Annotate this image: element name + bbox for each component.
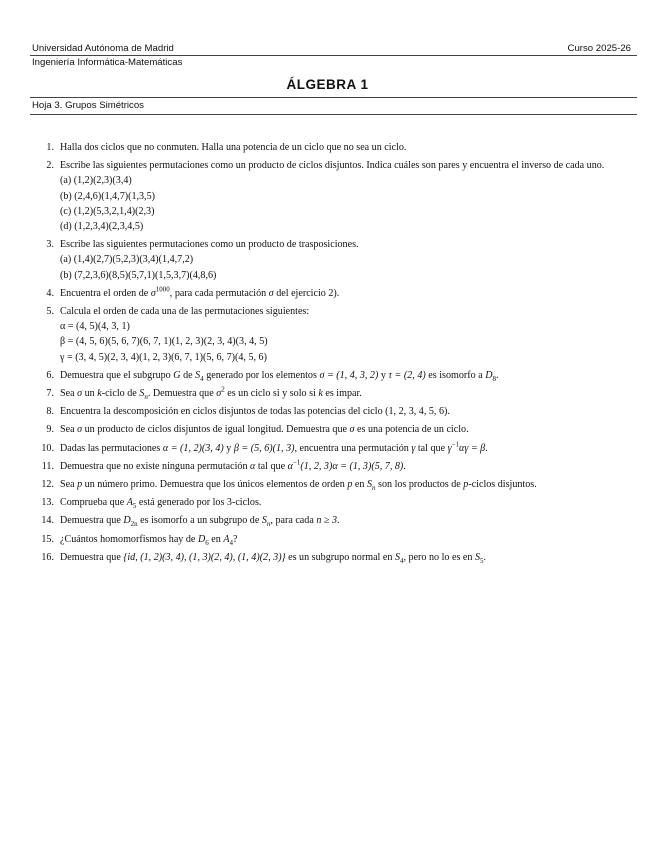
math-symbol: p (77, 479, 83, 491)
math-expression: {id, (1, 2)(3, 4), (1, 3)(2, 4), (1, 4)(2, 3)} (123, 551, 286, 563)
math-symbol: γ (447, 442, 452, 454)
exercise-text-segment: Dadas las permutaciones (60, 442, 163, 454)
exercise-text-segment: es isomorfo a un subgrupo de (137, 515, 262, 527)
exercise-text-segment: ? (232, 533, 238, 545)
exercise-item (32, 237, 612, 283)
exercise-text-segment: . (483, 551, 487, 563)
math-superscript: 1000 (155, 285, 170, 294)
exercise-text-segment: . (403, 460, 406, 472)
exercise-text-segment: , pero no lo es en (403, 551, 475, 563)
math-superscript: −1 (292, 458, 301, 467)
math-subscript: 5 (132, 502, 137, 511)
exercise-item (32, 286, 612, 301)
math-subscript: 6 (205, 538, 209, 547)
exercise-part: (b) (7,2,3,6)(8,5)(5,7,1)(1,5,3,7)(4,8,6) (60, 269, 217, 281)
math-symbol: k (97, 388, 102, 400)
exercise-part: (c) (1,2)(5,3,2,1,4)(2,3) (60, 205, 155, 217)
exercise-text-segment: . (485, 442, 488, 454)
math-symbol: D (485, 369, 493, 381)
exercise-text-segment: es un ciclo si y solo si (224, 388, 319, 400)
exercise-item (32, 304, 612, 365)
math-expression: σ = (1, 4, 3, 2) (319, 369, 379, 381)
exercise-item (32, 386, 612, 401)
math-symbol: S (474, 551, 481, 563)
math-superscript: 2 (221, 385, 225, 394)
exercise-text-segment: , para cada (270, 515, 317, 527)
exercise-text-segment: , encuentra una permutación (294, 442, 412, 454)
exercise-text-segment: un (82, 388, 98, 400)
exercise-number: 8. (46, 406, 54, 418)
exercise-text-segment: es un subgrupo normal en (285, 551, 395, 563)
exercise-text-segment: . (337, 515, 340, 527)
exercise-text: Halla dos ciclos que no conmuten. Halla una potencia de un ciclo que no sea un ciclo. (60, 142, 407, 153)
exercise-number: 2. (46, 160, 54, 172)
exercise-part: (a) (1,2)(2,3)(3,4) (60, 175, 132, 187)
exercise-number: 9. (46, 424, 54, 436)
math-subscript: 4 (399, 556, 404, 565)
math-subscript: 5 (480, 556, 484, 565)
exercise-number: 16. (41, 551, 54, 563)
exercise-number: 6. (46, 369, 54, 381)
exercise-item (32, 495, 612, 510)
math-subscript: n (266, 520, 271, 529)
exercise-text-segment: Demuestra que (60, 551, 124, 563)
math-expression: β = (5, 6)(1, 3) (233, 442, 295, 454)
document-title: ÁLGEBRA 1 (286, 77, 369, 92)
exercise-text-segment: son los productos de (375, 479, 464, 491)
exercise-number: 1. (46, 142, 54, 153)
math-symbol: p (347, 479, 353, 491)
exercise-text-segment: Demuestra que no existe ninguna permutación (60, 460, 251, 472)
exercise-item (32, 140, 612, 155)
exercise-text-segment: Comprueba que (60, 497, 127, 509)
math-subscript: n (144, 393, 148, 402)
math-subscript: n (372, 484, 376, 493)
exercise-text-segment: y (223, 442, 234, 454)
permutation-definition: β = (4, 5, 6)(5, 6, 7)(6, 7, 1)(1, 2, 3)(2, 3, 4)(3, 4, 5) (60, 336, 268, 348)
exercise-item (32, 532, 612, 547)
math-symbol: α (250, 460, 256, 472)
exercise-text-segment: en (208, 533, 224, 545)
exercise-text-segment: del ejercicio 2). (273, 287, 340, 299)
exercise-text-segment: es impar. (322, 388, 362, 400)
math-symbol: S (366, 479, 373, 491)
header-row (32, 43, 631, 54)
exercise-text-segment: es isomorfo a (425, 369, 486, 381)
exercise-part: (d) (1,2,3,4)(2,3,4,5) (60, 221, 144, 233)
exercise-text-segment: ¿Cuántos homomorfismos hay de (60, 533, 198, 545)
math-expression: α = (1, 2)(3, 4) (162, 442, 224, 454)
math-symbol: S (394, 551, 400, 563)
math-symbol: σ (216, 388, 222, 400)
exercise-number: 13. (41, 497, 54, 509)
exercise-text-segment: . Demuestra que (147, 388, 217, 400)
permutation-definition: γ = (3, 4, 5)(2, 3, 4)(1, 2, 3)(6, 7, 1)(5, 6, 7)(4, 5, 6) (60, 351, 267, 363)
exercise-text-segment: , para cada permutación (169, 287, 269, 299)
exercise-item (32, 513, 612, 528)
math-symbol: S (261, 515, 267, 527)
math-symbol: σ (150, 287, 156, 299)
math-expression: αγ = β (459, 442, 486, 454)
math-subscript: 2n (130, 520, 138, 529)
exercise-text-segment: Demuestra que (60, 515, 124, 527)
exercise-text-segment: Demuestra que el subgrupo (60, 369, 174, 381)
math-symbol: σ (77, 388, 83, 400)
exercise-number: 7. (46, 388, 54, 400)
exercise-text: Escribe las siguientes permutaciones como un producto de ciclos disjuntos. Indica cuáles son pares y encuentra el inverso de cada uno. (60, 160, 605, 172)
sheet-subtitle: Hoja 3. Grupos Simétricos (32, 100, 144, 111)
exercise-text-segment: de (180, 369, 196, 381)
exercise-item (32, 477, 612, 492)
exercise-number: 15. (41, 533, 54, 545)
exercise-text-segment: . (496, 369, 499, 381)
exercise-number: 12. (41, 479, 54, 491)
exercise-part: (b) (2,4,6)(1,4,7)(1,3,5) (60, 190, 156, 202)
exercise-text-segment: y (378, 369, 389, 381)
exercise-item (32, 422, 612, 437)
math-subscript: 8 (492, 374, 496, 383)
exercise-text: Calcula el orden de cada una de las permutaciones siguientes: (60, 306, 310, 318)
exercise-text-segment: un producto de ciclos disjuntos de igual longitud. Demuestra que (82, 424, 350, 436)
exercise-text-segment: es una potencia de un ciclo. (354, 424, 469, 436)
math-expression: (1, 2, 3)α = (1, 3)(5, 7, 8) (300, 460, 404, 472)
exercise-text: Escribe las siguientes permutaciones como un producto de trasposiciones. (60, 239, 359, 251)
exercise-item (32, 550, 612, 565)
header-rule (30, 55, 637, 56)
exercise-text: Encuentra la descomposición en ciclos disjuntos de todas las potencias del ciclo (1, 2, 3, 4, 5, 6). (60, 406, 450, 418)
exercise-text-segment: Sea (60, 479, 78, 491)
math-symbol: A (126, 497, 133, 509)
permutation-definition: α = (4, 5)(4, 3, 1) (60, 321, 130, 333)
exercise-item (32, 404, 612, 419)
exercise-number: 10. (41, 442, 54, 454)
math-symbol: σ (268, 287, 274, 299)
exercise-text-segment: -ciclos disjuntos. (468, 479, 537, 491)
exercise-number: 14. (41, 515, 54, 527)
exercise-text-segment: un número primo. Demuestra que los únicos elementos de orden (82, 479, 348, 491)
university-name: Universidad Autónoma de Madrid (32, 43, 174, 54)
subtitle-rule (30, 114, 637, 115)
math-symbol: G (173, 369, 181, 381)
exercise-item (32, 368, 612, 383)
math-symbol: S (139, 388, 145, 400)
exercise-text-segment: generado por los elementos (203, 369, 320, 381)
math-symbol: D (123, 515, 131, 527)
exercise-number: 5. (46, 306, 54, 318)
math-subscript: 4 (200, 374, 204, 383)
exercise-text-segment: Encuentra el orden de (60, 287, 151, 299)
math-symbol: α (287, 460, 293, 472)
exercise-item (32, 158, 612, 234)
exercise-text-segment: Sea (60, 388, 78, 400)
exercise-number: 3. (46, 239, 54, 251)
math-symbol: p (463, 479, 469, 491)
exercise-text-segment: en (352, 479, 367, 491)
exercise-list (32, 140, 612, 568)
exercise-text-segment: está generado por los 3-ciclos. (136, 497, 262, 509)
math-expression: τ = (2, 4) (388, 369, 426, 381)
math-superscript: −1 (451, 440, 460, 449)
title-rule (30, 97, 637, 98)
degree-name: Ingeniería Informática-Matemáticas (32, 57, 183, 68)
exercise-text-segment: tal que (415, 442, 448, 454)
course-year: Curso 2025-26 (567, 43, 631, 54)
exercise-text-segment: tal que (255, 460, 288, 472)
exercise-item (32, 441, 612, 456)
math-symbol: σ (77, 424, 83, 436)
exercise-number: 4. (46, 287, 54, 299)
math-symbol: γ (411, 442, 416, 454)
exercise-part: (a) (1,4)(2,7)(5,2,3)(3,4)(1,4,7,2) (60, 254, 194, 266)
exercise-number: 11. (41, 460, 54, 472)
math-symbol: A (223, 533, 230, 545)
math-symbol: σ (349, 424, 355, 436)
math-symbol: k (318, 388, 323, 400)
exercise-item (32, 459, 612, 474)
exercise-text-segment: Sea (60, 424, 78, 436)
math-subscript: 4 (229, 538, 233, 547)
exercise-text-segment: -ciclo de (101, 388, 140, 400)
math-expression: n ≥ 3 (316, 515, 338, 527)
math-symbol: S (195, 369, 201, 381)
math-symbol: D (197, 533, 206, 545)
